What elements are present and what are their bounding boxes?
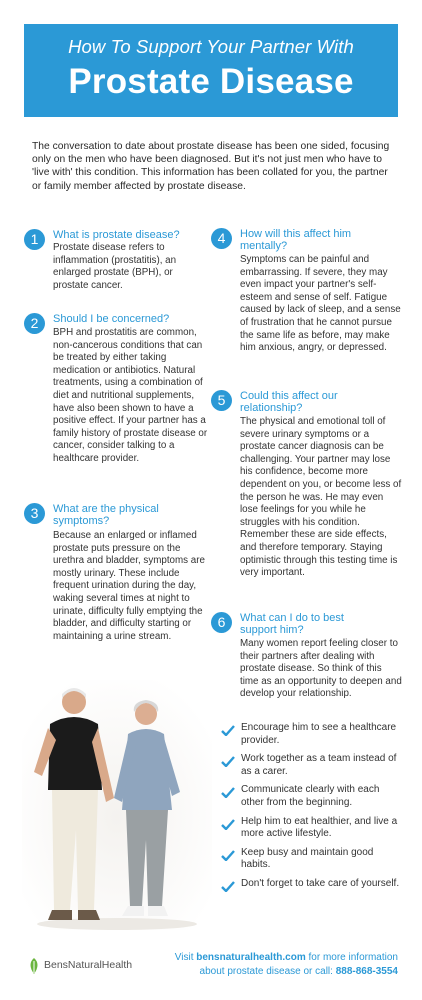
tip-item bbox=[221, 722, 401, 747]
question-1-body: Prostate disease refers to inflammation (prostatitis), an enlarged prostate (BPH), or prostate cancer. bbox=[53, 242, 177, 291]
banner-title: Prostate Disease bbox=[68, 62, 354, 101]
question-1-title: What is prostate disease? bbox=[53, 229, 180, 241]
tip-item bbox=[221, 878, 401, 891]
website-link[interactable]: bensnaturalhealth.com bbox=[196, 952, 306, 963]
question-5-title: Could this affect our relationship? bbox=[240, 390, 338, 414]
number-badge-2: 2 bbox=[24, 313, 45, 334]
brand-name: BensNaturalHealth bbox=[44, 959, 133, 971]
brand-logo bbox=[26, 957, 166, 977]
number-badge-6: 6 bbox=[211, 612, 232, 633]
number-badge-3: 3 bbox=[24, 503, 45, 524]
question-4-title: How will this affect him mentally? bbox=[240, 228, 352, 252]
footer-text: for more information bbox=[305, 952, 398, 963]
tip-text: Help him to eat healthier, and live a more active lifestyle. bbox=[241, 815, 398, 840]
footer-contact bbox=[175, 951, 398, 978]
checkmark-icon bbox=[221, 881, 235, 892]
tips-checklist bbox=[221, 722, 401, 897]
checkmark-icon bbox=[221, 850, 235, 861]
leaf-icon bbox=[26, 957, 42, 975]
number-badge-5: 5 bbox=[211, 390, 232, 411]
question-2-title: Should I be concerned? bbox=[53, 313, 170, 325]
footer-text: Visit bbox=[174, 952, 197, 963]
question-5-body: The physical and emotional toll of severe urinary symptoms or a prostate cancer diagnosis can be challenging. Your partner may lose his confidence, become more dependent on you, or become less of the person he was. He may even lose feelings for you while he struggles with his condition. Remember these are side effects, and therefore temporary. Staying optimistic through this testing time is very important. bbox=[240, 416, 402, 579]
number-badge-4: 4 bbox=[211, 228, 232, 249]
tip-item bbox=[221, 784, 401, 809]
question-2-body: BPH and prostatitis are common, non-cancerous conditions that can be treated by either taking medication or antibiotics. Natural treatments, using a combination of diet and nutritional supplements, have also been shown to have a positive effect. If your partner has a family history of prostate disease or cancer, consider talking to a healthcare provider. bbox=[53, 327, 208, 464]
tip-item bbox=[221, 753, 401, 778]
tip-item bbox=[221, 847, 401, 872]
question-3-body: Because an enlarged or inflamed prostate puts pressure on the urethra and bladder, symptoms are mostly urinary. These include frequent urination during the day, waking several times at night to urinate, difficulty fully emptying the bladder, and difficulty starting or maintaining a urine stream. bbox=[53, 530, 205, 642]
tip-text: Keep busy and maintain good habits. bbox=[241, 846, 374, 871]
question-3-title: What are the physical symptoms? bbox=[53, 503, 159, 527]
checkmark-icon bbox=[221, 819, 235, 830]
tip-text: Don't forget to take care of yourself. bbox=[241, 877, 400, 889]
banner-subtitle: How To Support Your Partner With bbox=[68, 36, 354, 57]
tip-text: Encourage him to see a healthcare provider. bbox=[241, 722, 397, 746]
number-badge-1: 1 bbox=[24, 229, 45, 250]
couple-walking-photo bbox=[22, 680, 212, 930]
question-4-body: Symptoms can be painful and embarrassing. If severe, they may even impact your partner's self-esteem and sense of self. Fatigue caused by lack of sleep, and a sense of frustration that he cannot pursue the same life as before, may make him anxious, angry, or depressed. bbox=[240, 254, 401, 354]
question-6-title: What can I do to best support him? bbox=[240, 612, 344, 636]
title-banner bbox=[24, 24, 398, 117]
phone-number[interactable]: 888-868-3554 bbox=[335, 965, 398, 977]
tip-item bbox=[221, 816, 401, 841]
question-6-body: Many women report feeling closer to their partners after dealing with prostate disease. So think of this time as an opportunity to deepen and develop your relationship. bbox=[240, 638, 402, 700]
checkmark-icon bbox=[221, 756, 235, 767]
footer-text: about prostate disease or call: bbox=[199, 965, 336, 977]
checkmark-icon bbox=[221, 787, 235, 798]
tip-text: Work together as a team instead of as a carer. bbox=[241, 753, 397, 777]
tip-text: Communicate clearly with each other from the beginning. bbox=[241, 784, 380, 808]
intro-paragraph: The conversation to date about prostate disease has been one sided, focusing only on the men who have been diagnosed. But it's not just men who have to 'live with' this condition. This information has been collated for you, the partner or family member affected by prostate disease. bbox=[32, 141, 390, 192]
checkmark-icon bbox=[221, 725, 235, 736]
